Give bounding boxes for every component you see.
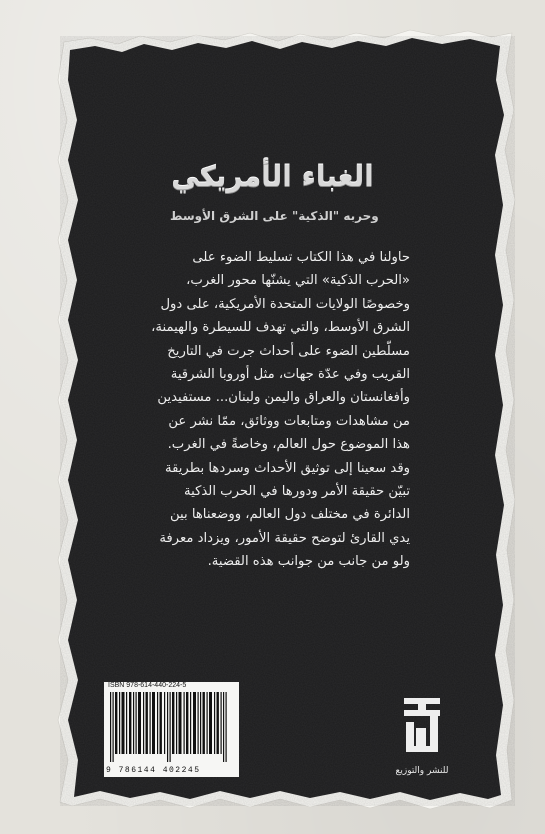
publisher-logo — [400, 688, 444, 768]
blurb-line: حاولنا في هذا الكتاب تسليط الضوء على — [192, 250, 410, 265]
book-subtitle: وحربه "الذكية" على الشرق الأوسط — [170, 209, 379, 223]
blurb-line: وخصوصًا الولايات المتحدة الأمريكية، على دول — [160, 296, 410, 312]
book-title: الغباء الأمريكي — [171, 160, 374, 193]
blurb-line: من مشاهدات ومتابعات ووثائق، ممّا نشر عن — [168, 413, 410, 429]
isbn-label: ISBN 978-614-440-224-5 — [108, 682, 187, 689]
blurb-line: يدي القارئ لتوضح حقيقة الأمور، ويزداد معرفة — [159, 530, 410, 546]
blurb-line: وأفغانستان والعراق واليمن ولبنان... مستفيدين — [157, 390, 410, 406]
blurb-line: هذا الموضوع حول العالم، وخاصةً في الغرب. — [167, 437, 410, 453]
blurb-line: «الحرب الذكية» التي يشنّها محور الغرب، — [186, 273, 410, 289]
blurb-line: الشرق الأوسط، والتي تهدف للسيطرة والهيمنة، — [151, 320, 410, 336]
blurb-line: ولو من جانب من جوانب هذه القضية. — [207, 554, 410, 570]
blurb-text — [150, 246, 410, 574]
blurb-line: القريب وفي عدّة جهات، مثل أوروبا الشرقية — [170, 367, 410, 383]
publisher-name: للنشر والتوزيع — [395, 766, 449, 776]
blurb-line: مسلّطين الضوء على أحداث جرت في التاريخ — [167, 343, 410, 359]
barcode — [104, 682, 239, 777]
barcode-bars — [108, 692, 235, 762]
blurb-line: وقد سعينا إلى توثيق الأحداث وسردها بطريقة — [165, 460, 410, 476]
blurb-line: الدائرة في مختلف دول العالم، ووضعناها بين — [169, 507, 410, 523]
blurb-line: تبيّن حقيقة الأمر ودورها في الحرب الذكية — [184, 484, 410, 500]
barcode-number: 9 786144 402245 — [106, 766, 201, 775]
